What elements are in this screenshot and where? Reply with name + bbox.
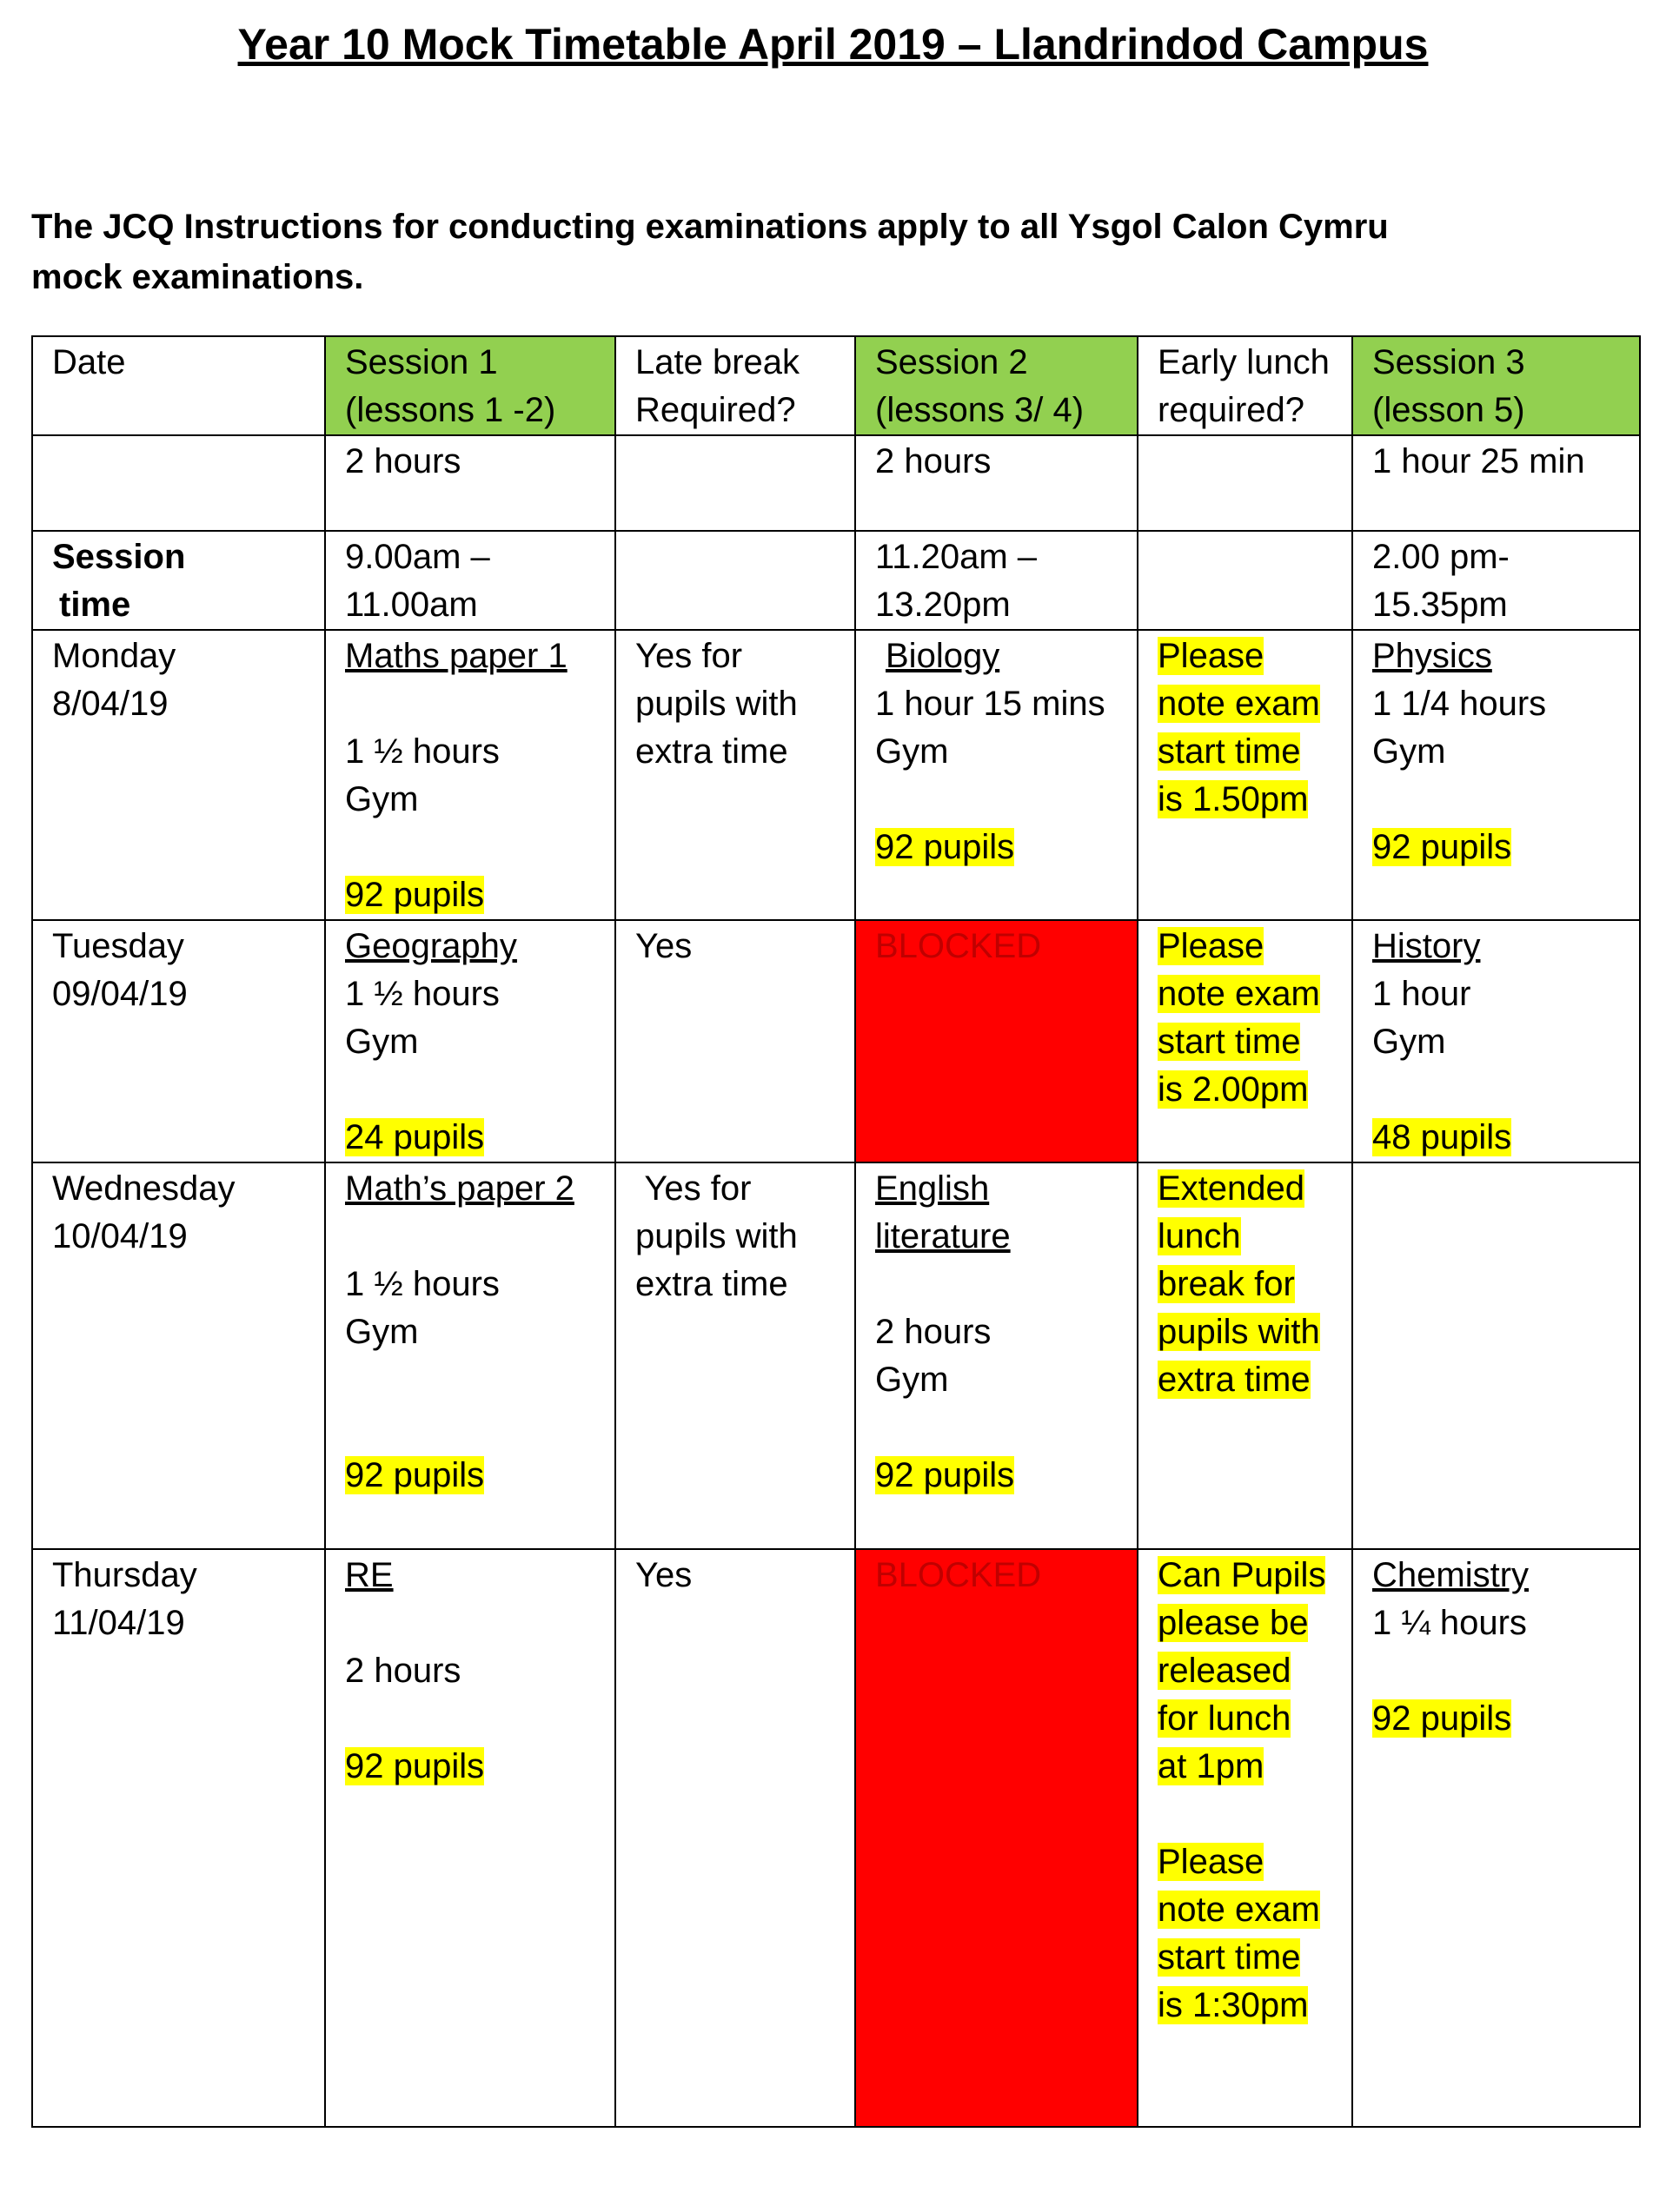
session-time-early-empty bbox=[1138, 531, 1352, 630]
intro-paragraph: The JCQ Instructions for conducting examinations apply to all Ysgol Calon Cymru mock examinations. bbox=[31, 208, 1389, 296]
header-session-2: Session 2 (lessons 3/ 4) bbox=[855, 336, 1138, 435]
thursday-s3-pupils: 92 pupils bbox=[1372, 1699, 1512, 1738]
duration-session-2: 2 hours bbox=[855, 435, 1138, 531]
header-row bbox=[32, 336, 1640, 435]
monday-s3-pupils: 92 pupils bbox=[1372, 828, 1512, 866]
wednesday-late-break: Yes for pupils with extra time bbox=[615, 1162, 855, 1549]
header-session-3: Session 3 (lesson 5) bbox=[1352, 336, 1640, 435]
session-time-late-empty bbox=[615, 531, 855, 630]
session-time-2: 11.20am – 13.20pm bbox=[855, 531, 1138, 630]
monday-session-2: Biology 1 hour 15 mins Gym 92 pupils bbox=[855, 630, 1138, 920]
wednesday-date: Wednesday 10/04/19 bbox=[32, 1162, 325, 1549]
tuesday-s1-pupils: 24 pupils bbox=[345, 1118, 485, 1156]
session-time-row bbox=[32, 531, 1640, 630]
monday-session-1: Maths paper 1 1 ½ hours Gym 92 pupils bbox=[325, 630, 615, 920]
row-monday bbox=[32, 630, 1640, 920]
duration-empty bbox=[32, 435, 325, 531]
tuesday-early-lunch: Please note exam start time is 2.00pm bbox=[1138, 920, 1352, 1162]
thursday-early-lunch: Can Pupils please be released for lunch at 1pm Please note exam start time is 1:30pm bbox=[1138, 1549, 1352, 2127]
row-thursday bbox=[32, 1549, 1640, 2127]
thursday-s1-pupils: 92 pupils bbox=[345, 1747, 485, 1785]
row-wednesday bbox=[32, 1162, 1640, 1549]
duration-late-empty bbox=[615, 435, 855, 531]
monday-s2-pupils: 92 pupils bbox=[875, 828, 1015, 866]
wednesday-session-3-empty bbox=[1352, 1162, 1640, 1549]
thursday-late-break: Yes bbox=[615, 1549, 855, 2127]
duration-row bbox=[32, 435, 1640, 531]
monday-early-lunch: Please note exam start time is 1.50pm bbox=[1138, 630, 1352, 920]
header-early-lunch: Early lunch required? bbox=[1138, 336, 1352, 435]
monday-late-break: Yes for pupils with extra time bbox=[615, 630, 855, 920]
duration-session-3: 1 hour 25 min bbox=[1352, 435, 1640, 531]
header-session-1: Session 1 (lessons 1 -2) bbox=[325, 336, 615, 435]
header-date: Date bbox=[32, 336, 325, 435]
tuesday-late-break: Yes bbox=[615, 920, 855, 1162]
tuesday-session-1: Geography 1 ½ hours Gym 24 pupils bbox=[325, 920, 615, 1162]
thursday-session-3: Chemistry 1 ¼ hours 92 pupils bbox=[1352, 1549, 1640, 2127]
row-tuesday bbox=[32, 920, 1640, 1162]
thursday-date: Thursday 11/04/19 bbox=[32, 1549, 325, 2127]
tuesday-date: Tuesday 09/04/19 bbox=[32, 920, 325, 1162]
session-time-3: 2.00 pm- 15.35pm bbox=[1352, 531, 1640, 630]
wednesday-s1-pupils: 92 pupils bbox=[345, 1456, 485, 1494]
wednesday-session-2: English literature 2 hours Gym 92 pupils bbox=[855, 1162, 1138, 1549]
monday-date: Monday 8/04/19 bbox=[32, 630, 325, 920]
monday-s1-pupils: 92 pupils bbox=[345, 876, 485, 914]
page-title: Year 10 Mock Timetable April 2019 – Llandrindod Campus bbox=[237, 20, 1429, 69]
wednesday-s2-pupils: 92 pupils bbox=[875, 1456, 1015, 1494]
duration-session-1: 2 hours bbox=[325, 435, 615, 531]
duration-early-empty bbox=[1138, 435, 1352, 531]
wednesday-early-lunch: Extended lunch break for pupils with extra time bbox=[1138, 1162, 1352, 1549]
header-late-break: Late break Required? bbox=[615, 336, 855, 435]
tuesday-session-2-blocked: BLOCKED bbox=[855, 920, 1138, 1162]
session-time-label: Session time bbox=[32, 531, 325, 630]
tuesday-s3-pupils: 48 pupils bbox=[1372, 1118, 1512, 1156]
wednesday-session-1: Math’s paper 2 1 ½ hours Gym 92 pupils bbox=[325, 1162, 615, 1549]
thursday-session-1: RE 2 hours 92 pupils bbox=[325, 1549, 615, 2127]
timetable bbox=[31, 335, 1641, 2128]
tuesday-session-3: History 1 hour Gym 48 pupils bbox=[1352, 920, 1640, 1162]
thursday-session-2-blocked: BLOCKED bbox=[855, 1549, 1138, 2127]
monday-session-3: Physics 1 1/4 hours Gym 92 pupils bbox=[1352, 630, 1640, 920]
session-time-1: 9.00am – 11.00am bbox=[325, 531, 615, 630]
